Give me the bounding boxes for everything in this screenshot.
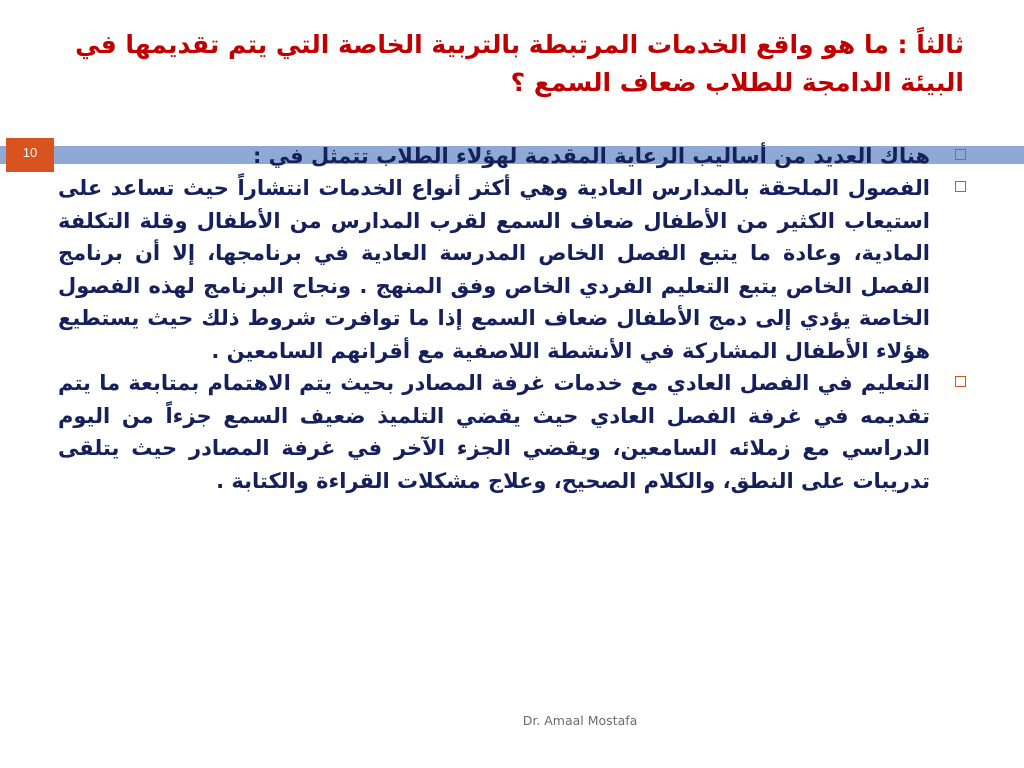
bullet-text: الفصول الملحقة بالمدارس العادية وهي أكثر أنواع الخدمات انتشاراً حيث تساعد على استيعاب الكثير من الأطفال ضعاف السمع لقرب المدارس من الأطفال وقلة التكلفة المادية، وعادة ما يتبع الفصل الخاص المدرسة العادية في برنامجها، إلا أن برنامج الفصل الخاص يتبع التعليم الفردي الخاص وفق المنهج . ونجاح البرنامج لهذه الفصول الخاصة يؤدي إلى دمج الأطفال ضعاف السمع إذا ما توافرت شروط ذلك حيث يستطيع هؤلاء الأطفال المشاركة في الأنشطة اللاصفية مع أقرانهم السامعين .: [58, 176, 930, 363]
bullet-item: [58, 140, 960, 172]
square-bullet-icon: [955, 149, 966, 160]
slide-content: [58, 140, 960, 497]
square-bullet-icon: [955, 376, 966, 387]
bullet-text: التعليم في الفصل العادي مع خدمات غرفة المصادر بحيث يتم الاهتمام بمتابعة ما يتم تقديمه في غرفة الفصل العادي حيث يقضي التلميذ ضعيف السمع جزءاً من اليوم الدراسي مع زملائه السامعين، ويقضي الجزء الآخر في غرفة المصادر حيث يتلقى تدريبات على النطق، والكلام الصحيح، وعلاج مشكلات القراءة والكتابة .: [58, 371, 930, 493]
slide-title: ثالثاً : ما هو واقع الخدمات المرتبطة بالتربية الخاصة التي يتم تقديمها في البيئة الدامجة للطلاب ضعاف السمع ؟: [75, 30, 964, 97]
bullet-item: [58, 172, 960, 367]
footer-author: Dr. Amaal Mostafa: [522, 713, 638, 728]
square-bullet-icon: [955, 181, 966, 192]
bullet-item: [58, 367, 960, 497]
bullet-text: هناك العديد من أساليب الرعاية المقدمة لهؤلاء الطلاب تتمثل في :: [252, 144, 930, 168]
page-number-badge: 10: [6, 138, 54, 172]
